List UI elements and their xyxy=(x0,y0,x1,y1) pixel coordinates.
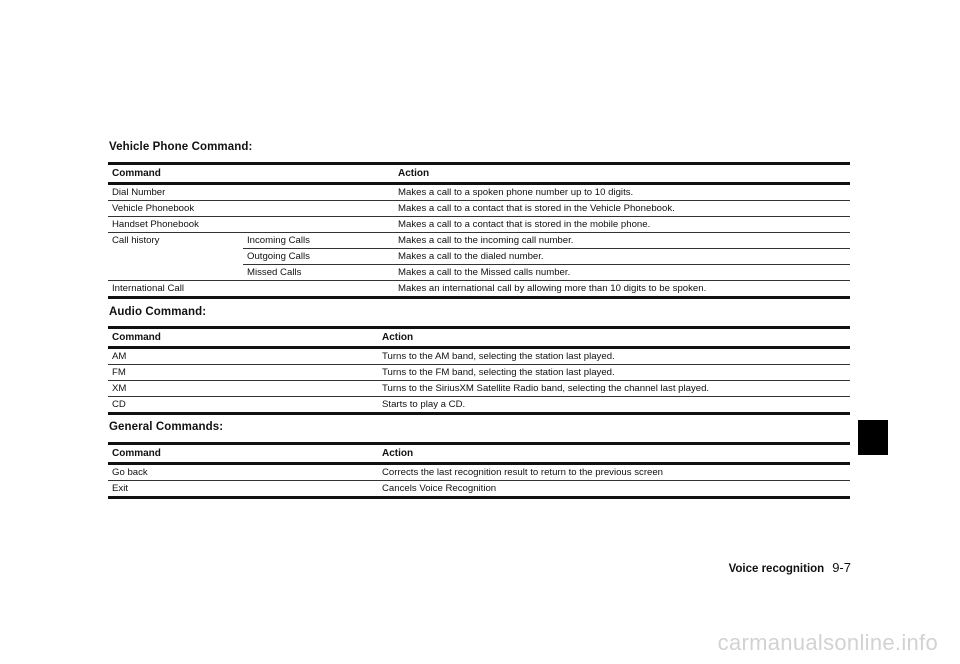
action-column-header: Action xyxy=(378,328,850,348)
command-cell: AM xyxy=(108,348,378,365)
command-cell: Go back xyxy=(108,464,378,481)
command-column-header: Command xyxy=(108,164,394,184)
table-header-row xyxy=(108,444,850,464)
action-cell: Corrects the last recognition result to return to the previous screen xyxy=(378,464,850,481)
table-header-row xyxy=(108,328,850,348)
table-row xyxy=(108,201,850,217)
action-column-header: Action xyxy=(394,164,850,184)
command-cell: Exit xyxy=(112,483,128,494)
vehicle-phone-table xyxy=(108,162,850,299)
command-cell: FM xyxy=(108,365,378,381)
command-cell: CD xyxy=(112,399,126,410)
table-row xyxy=(108,464,850,481)
table-row xyxy=(108,365,850,381)
audio-table xyxy=(108,326,850,415)
table-row xyxy=(108,184,850,201)
table-row xyxy=(108,233,850,249)
table-row xyxy=(108,397,850,414)
vehicle-phone-heading: Vehicle Phone Command: xyxy=(109,141,253,153)
action-cell: Makes a call to a contact that is stored in the mobile phone. xyxy=(394,217,850,233)
action-cell: Turns to the SiriusXM Satellite Radio band, selecting the channel last played. xyxy=(378,381,850,397)
general-table xyxy=(108,442,850,499)
sub-command-cell: Incoming Calls xyxy=(243,233,394,249)
command-cell: International Call xyxy=(112,283,184,294)
action-cell: Makes a call to the incoming call number. xyxy=(394,233,850,249)
action-column-header: Action xyxy=(378,444,850,464)
page-footer xyxy=(729,560,851,575)
table-row xyxy=(108,217,850,233)
action-cell: Makes a call to a contact that is stored in the Vehicle Phonebook. xyxy=(394,201,850,217)
table-row xyxy=(108,348,850,365)
audio-heading: Audio Command: xyxy=(109,306,207,318)
section-title: Voice recognition xyxy=(728,563,825,575)
table-row xyxy=(108,381,850,397)
page-number: 9-7 xyxy=(832,560,851,575)
table-row xyxy=(108,281,850,298)
action-cell: Turns to the AM band, selecting the station last played. xyxy=(378,348,850,365)
command-cell: Vehicle Phonebook xyxy=(108,201,394,217)
general-heading: General Commands: xyxy=(109,421,224,433)
action-cell: Makes a call to a spoken phone number up to 10 digits. xyxy=(394,184,850,201)
command-column-header: Command xyxy=(108,444,378,464)
watermark: carmanualsonline.info xyxy=(717,630,938,655)
action-cell: Cancels Voice Recognition xyxy=(382,483,497,494)
table-header-row xyxy=(108,164,850,184)
command-cell: Dial Number xyxy=(108,184,394,201)
command-cell: Call history xyxy=(108,233,243,281)
sub-command-cell: Outgoing Calls xyxy=(243,249,394,265)
table-row xyxy=(108,481,850,498)
action-cell: Turns to the FM band, selecting the station last played. xyxy=(378,365,850,381)
command-column-header: Command xyxy=(108,328,378,348)
command-cell: Handset Phonebook xyxy=(108,217,394,233)
action-cell: Makes an international call by allowing more than 10 digits to be spoken. xyxy=(398,283,707,294)
action-cell: Makes a call to the Missed calls number. xyxy=(394,265,850,281)
command-cell: XM xyxy=(108,381,378,397)
action-cell: Makes a call to the dialed number. xyxy=(394,249,850,265)
chapter-tab-marker xyxy=(858,420,888,455)
sub-command-cell: Missed Calls xyxy=(243,265,394,281)
action-cell: Starts to play a CD. xyxy=(382,399,466,410)
